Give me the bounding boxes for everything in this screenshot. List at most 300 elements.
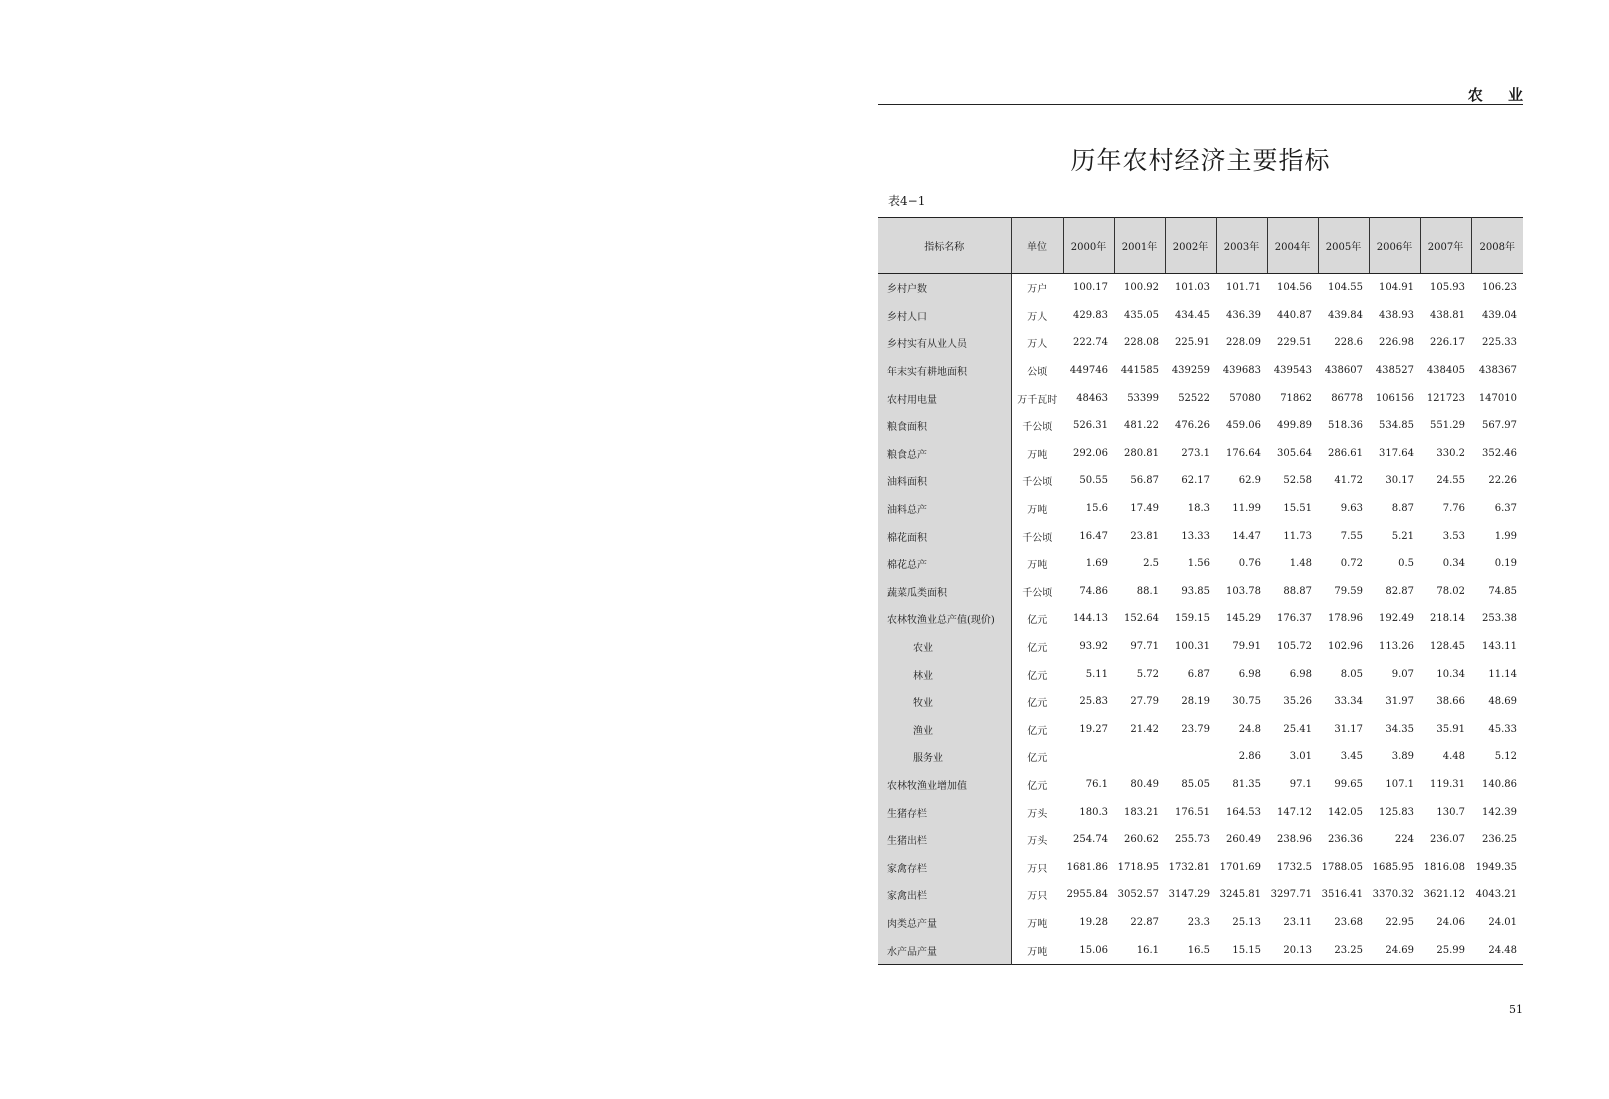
row-value: 518.36: [1328, 420, 1363, 432]
row-value: 1788.05: [1321, 861, 1363, 873]
row-value: 25.99: [1436, 944, 1465, 956]
row-value: 438.81: [1430, 309, 1465, 321]
row-value: 104.56: [1277, 282, 1312, 294]
header-year: 2005年: [1318, 218, 1369, 274]
row-value: 16.5: [1187, 944, 1210, 956]
header-year: 2007年: [1420, 218, 1471, 274]
row-value: 439683: [1222, 365, 1261, 377]
row-unit: 千公顷: [1022, 422, 1053, 434]
row-value: 31.97: [1385, 696, 1414, 708]
row-value: 13.33: [1181, 530, 1210, 542]
row-value: 429.83: [1073, 309, 1108, 321]
row-value: 41.72: [1334, 475, 1363, 487]
row-value: 1.48: [1289, 558, 1312, 570]
row-value: 3.01: [1289, 751, 1312, 763]
row-value: 1949.35: [1475, 861, 1517, 873]
row-value: 0.72: [1340, 558, 1363, 570]
row-value: 439543: [1273, 365, 1312, 377]
row-value: 6.37: [1494, 503, 1517, 515]
row-value: 7.76: [1442, 503, 1465, 515]
row-value: 280.81: [1124, 447, 1159, 459]
row-unit: 万只: [1027, 891, 1048, 903]
row-indicator-name: 家禽存栏: [878, 853, 1011, 881]
row-value: 88.87: [1283, 585, 1312, 597]
table-row: [878, 743, 1523, 771]
row-value: 236.36: [1328, 834, 1363, 846]
row-value: 144.13: [1073, 613, 1108, 625]
row-value: 180.3: [1079, 806, 1108, 818]
header-year: 2002年: [1165, 218, 1216, 274]
row-value: 33.34: [1334, 696, 1363, 708]
row-value: 3.45: [1340, 751, 1363, 763]
row-indicator-name: 棉花面积: [878, 522, 1011, 550]
row-value: 23.68: [1334, 916, 1363, 928]
row-value: 273.1: [1181, 447, 1210, 459]
row-value: 28.19: [1181, 696, 1210, 708]
row-value: 438607: [1324, 365, 1363, 377]
row-value: 183.21: [1124, 806, 1159, 818]
row-value: 1685.95: [1372, 861, 1414, 873]
row-value: 101.71: [1226, 282, 1261, 294]
row-indicator-name: 水产品产量: [878, 936, 1011, 964]
row-value: 439.84: [1328, 309, 1363, 321]
row-value: 236.07: [1430, 834, 1465, 846]
table-row: [878, 384, 1523, 412]
row-value: 330.2: [1436, 447, 1465, 459]
row-value: 35.26: [1283, 696, 1312, 708]
table-row: [878, 329, 1523, 357]
row-value: 229.51: [1277, 337, 1312, 349]
table-row: [878, 440, 1523, 468]
row-value: 79.59: [1334, 585, 1363, 597]
header-year: 2006年: [1369, 218, 1420, 274]
row-value: 439.04: [1482, 309, 1517, 321]
table-row: [878, 357, 1523, 385]
row-value: 7.55: [1340, 530, 1363, 542]
row-value: 14.47: [1232, 530, 1261, 542]
table-row: [878, 909, 1523, 937]
row-value: 434.45: [1175, 309, 1210, 321]
row-value: 439259: [1171, 365, 1210, 377]
row-value: 76.1: [1085, 778, 1108, 790]
header-year: 2000年: [1063, 218, 1114, 274]
row-value: 5.12: [1494, 751, 1517, 763]
row-indicator-name: 乡村实有从业人员: [878, 329, 1011, 357]
table-row: [878, 467, 1523, 495]
row-value: 9.63: [1340, 503, 1363, 515]
row-value: 15.51: [1283, 503, 1312, 515]
row-value: 5.11: [1085, 668, 1108, 680]
header-unit: 单位: [1011, 218, 1063, 274]
row-value: 176.51: [1175, 806, 1210, 818]
row-value: 260.49: [1226, 834, 1261, 846]
header-year: 2003年: [1216, 218, 1267, 274]
row-value: 82.87: [1385, 585, 1414, 597]
row-value: 2.86: [1238, 751, 1261, 763]
row-value: 86778: [1331, 392, 1363, 404]
row-value: 38.66: [1436, 696, 1465, 708]
row-value: 3370.32: [1372, 889, 1414, 901]
table-number: 表4−1: [888, 194, 926, 208]
row-value: 0.34: [1442, 558, 1465, 570]
row-indicator-name: 渔业: [878, 716, 1011, 744]
row-value: 25.13: [1232, 916, 1261, 928]
row-indicator-name: 粮食面积: [878, 412, 1011, 440]
row-value: 147.12: [1277, 806, 1312, 818]
row-indicator-name: 油料总产: [878, 495, 1011, 523]
row-value: 438.93: [1379, 309, 1414, 321]
row-value: 16.1: [1136, 944, 1159, 956]
header-rule: [878, 104, 1523, 105]
row-value: 152.64: [1124, 613, 1159, 625]
row-value: 125.83: [1379, 806, 1414, 818]
row-unit: 万吨: [1027, 560, 1048, 572]
row-value: 11.73: [1283, 530, 1312, 542]
table-row: [878, 881, 1523, 909]
row-value: 104.91: [1379, 282, 1414, 294]
table-header-row: [878, 218, 1523, 274]
row-value: 0.76: [1238, 558, 1261, 570]
row-value: 0.19: [1494, 558, 1517, 570]
row-value: 292.06: [1073, 447, 1108, 459]
statistics-table: [878, 217, 1523, 965]
row-value: 143.11: [1482, 641, 1517, 653]
row-value: 23.11: [1283, 916, 1312, 928]
row-indicator-name: 粮食总产: [878, 440, 1011, 468]
row-value: 438405: [1426, 365, 1465, 377]
row-value: 17.49: [1130, 503, 1159, 515]
row-value: 79.91: [1232, 641, 1261, 653]
row-value: 30.17: [1385, 475, 1414, 487]
row-unit: 万户: [1027, 284, 1048, 296]
row-value: 35.91: [1436, 723, 1465, 735]
row-value: 176.64: [1226, 447, 1261, 459]
row-value: 3052.57: [1117, 889, 1159, 901]
row-value: 551.29: [1430, 420, 1465, 432]
row-value: 449746: [1069, 365, 1108, 377]
row-value: 48.69: [1488, 696, 1517, 708]
row-value: 22.95: [1385, 916, 1414, 928]
row-value: 225.33: [1482, 337, 1517, 349]
row-value: 81.35: [1232, 778, 1261, 790]
row-value: 100.92: [1124, 282, 1159, 294]
row-value: 3297.71: [1270, 889, 1312, 901]
table-row: [878, 274, 1523, 302]
row-value: 50.55: [1079, 475, 1108, 487]
right-page: [878, 0, 1533, 1099]
row-value: 15.15: [1232, 944, 1261, 956]
row-unit: 亿元: [1027, 670, 1048, 682]
row-value: 100.17: [1073, 282, 1108, 294]
row-indicator-name: 林业: [878, 660, 1011, 688]
row-value: 147010: [1478, 392, 1517, 404]
row-unit: 亿元: [1027, 615, 1048, 627]
row-value: 3245.81: [1219, 889, 1261, 901]
row-value: 23.79: [1181, 723, 1210, 735]
row-value: 9.07: [1391, 668, 1414, 680]
header-year: 2008年: [1471, 218, 1523, 274]
row-value: 56.87: [1130, 475, 1159, 487]
row-value: 4.48: [1442, 751, 1465, 763]
row-value: 52.58: [1283, 475, 1312, 487]
row-value: 24.48: [1488, 944, 1517, 956]
row-value: 11.99: [1232, 503, 1261, 515]
row-value: 1701.69: [1219, 861, 1261, 873]
row-unit: 万吨: [1027, 918, 1048, 930]
row-value: 119.31: [1430, 778, 1465, 790]
row-indicator-name: 肉类总产量: [878, 909, 1011, 937]
table-row: [878, 522, 1523, 550]
row-value: [1114, 743, 1165, 771]
row-value: 19.27: [1079, 723, 1108, 735]
row-unit: 万头: [1027, 808, 1048, 820]
header-year: 2004年: [1267, 218, 1318, 274]
row-value: 93.85: [1181, 585, 1210, 597]
row-indicator-name: 生猪存栏: [878, 798, 1011, 826]
table-row: [878, 495, 1523, 523]
row-value: 99.65: [1334, 778, 1363, 790]
row-value: 105.72: [1277, 641, 1312, 653]
row-value: 21.42: [1130, 723, 1159, 735]
row-value: 18.3: [1187, 503, 1210, 515]
row-value: 24.55: [1436, 475, 1465, 487]
row-value: 52522: [1178, 392, 1210, 404]
row-value: 30.75: [1232, 696, 1261, 708]
table-row: [878, 798, 1523, 826]
table-row: [878, 302, 1523, 330]
row-indicator-name: 年末实有耕地面积: [878, 357, 1011, 385]
row-value: 317.64: [1379, 447, 1414, 459]
row-value: 10.34: [1436, 668, 1465, 680]
row-value: 226.17: [1430, 337, 1465, 349]
row-value: 78.02: [1436, 585, 1465, 597]
row-value: 3147.29: [1168, 889, 1210, 901]
row-value: 228.09: [1226, 337, 1261, 349]
table-row: [878, 633, 1523, 661]
row-value: 93.92: [1079, 641, 1108, 653]
row-unit: 亿元: [1027, 725, 1048, 737]
row-value: 107.1: [1385, 778, 1414, 790]
row-value: 22.26: [1488, 475, 1517, 487]
row-value: 438527: [1375, 365, 1414, 377]
row-value: 23.3: [1187, 916, 1210, 928]
row-value: 5.21: [1391, 530, 1414, 542]
table-row: [878, 578, 1523, 606]
row-value: 5.72: [1136, 668, 1159, 680]
row-value: 106156: [1375, 392, 1414, 404]
row-value: 3.89: [1391, 751, 1414, 763]
row-value: 34.35: [1385, 723, 1414, 735]
row-indicator-name: 农林牧渔业增加值: [878, 771, 1011, 799]
row-value: 104.55: [1328, 282, 1363, 294]
row-value: 53399: [1127, 392, 1159, 404]
row-value: 97.1: [1289, 778, 1312, 790]
row-value: 113.26: [1379, 641, 1414, 653]
row-value: 6.87: [1187, 668, 1210, 680]
row-value: 3.53: [1442, 530, 1465, 542]
row-value: 15.06: [1079, 944, 1108, 956]
row-value: 218.14: [1430, 613, 1465, 625]
row-value: 255.73: [1175, 834, 1210, 846]
row-value: 88.1: [1136, 585, 1159, 597]
row-unit: 万只: [1027, 863, 1048, 875]
row-indicator-name: 农业: [878, 633, 1011, 661]
row-unit: 万千瓦时: [1017, 394, 1058, 406]
row-value: 567.97: [1482, 420, 1517, 432]
header-indicator-name: 指标名称: [878, 218, 1011, 274]
row-unit: 万人: [1027, 339, 1048, 351]
row-value: 80.49: [1130, 778, 1159, 790]
row-unit: 万头: [1027, 836, 1048, 848]
row-value: 253.38: [1482, 613, 1517, 625]
row-value: 130.7: [1436, 806, 1465, 818]
row-indicator-name: 牧业: [878, 688, 1011, 716]
table-row: [878, 853, 1523, 881]
table-row: [878, 716, 1523, 744]
row-value: 57080: [1229, 392, 1261, 404]
row-value: 20.13: [1283, 944, 1312, 956]
row-value: 178.96: [1328, 613, 1363, 625]
row-value: 71862: [1280, 392, 1312, 404]
row-value: 534.85: [1379, 420, 1414, 432]
row-value: 100.31: [1175, 641, 1210, 653]
table-row: [878, 412, 1523, 440]
row-unit: 千公顷: [1022, 477, 1053, 489]
row-value: 74.86: [1079, 585, 1108, 597]
row-unit: 万吨: [1027, 505, 1048, 517]
row-value: 224: [1394, 834, 1414, 846]
row-value: 101.03: [1175, 282, 1210, 294]
row-value: 3621.12: [1423, 889, 1465, 901]
row-indicator-name: 农林牧渔业总产值(现价): [878, 605, 1011, 633]
row-value: 481.22: [1124, 420, 1159, 432]
row-value: 24.01: [1488, 916, 1517, 928]
row-value: 436.39: [1226, 309, 1261, 321]
row-unit: 亿元: [1027, 780, 1048, 792]
table-row: [878, 688, 1523, 716]
row-value: 102.96: [1328, 641, 1363, 653]
row-indicator-name: 服务业: [878, 743, 1011, 771]
row-value: 222.74: [1073, 337, 1108, 349]
row-value: 24.8: [1238, 723, 1261, 735]
row-value: 27.79: [1130, 696, 1159, 708]
row-value: [1063, 743, 1114, 771]
row-value: 1732.81: [1168, 861, 1210, 873]
row-value: 236.25: [1482, 834, 1517, 846]
row-unit: 亿元: [1027, 698, 1048, 710]
table-body: [878, 274, 1523, 965]
row-value: [1165, 743, 1216, 771]
row-value: 16.47: [1079, 530, 1108, 542]
row-indicator-name: 油料面积: [878, 467, 1011, 495]
row-value: 526.31: [1073, 420, 1108, 432]
row-value: 476.26: [1175, 420, 1210, 432]
table-row: [878, 605, 1523, 633]
row-value: 74.85: [1488, 585, 1517, 597]
row-unit: 万吨: [1027, 449, 1048, 461]
row-value: 48463: [1076, 392, 1108, 404]
row-indicator-name: 蔬菜瓜类面积: [878, 578, 1011, 606]
row-value: 228.08: [1124, 337, 1159, 349]
row-unit: 万吨: [1027, 946, 1048, 958]
row-value: 164.53: [1226, 806, 1261, 818]
row-value: 97.71: [1130, 641, 1159, 653]
row-value: 25.83: [1079, 696, 1108, 708]
row-value: 25.41: [1283, 723, 1312, 735]
row-value: 1732.5: [1277, 861, 1312, 873]
row-value: 140.86: [1482, 778, 1517, 790]
row-value: 459.06: [1226, 420, 1261, 432]
row-value: 1681.86: [1066, 861, 1108, 873]
table-title: 历年农村经济主要指标: [1070, 146, 1331, 175]
table-row: [878, 660, 1523, 688]
row-value: 1816.08: [1423, 861, 1465, 873]
row-value: 6.98: [1238, 668, 1261, 680]
row-value: 260.62: [1124, 834, 1159, 846]
row-value: 286.61: [1328, 447, 1363, 459]
row-value: 254.74: [1073, 834, 1108, 846]
row-value: 441585: [1120, 365, 1159, 377]
table-row: [878, 550, 1523, 578]
row-value: 176.37: [1277, 613, 1312, 625]
row-value: 106.23: [1482, 282, 1517, 294]
section-header: 农 业: [1467, 86, 1533, 104]
page-number: 51: [1509, 1003, 1523, 1016]
row-value: 228.6: [1334, 337, 1363, 349]
row-value: 352.46: [1482, 447, 1517, 459]
row-value: 24.69: [1385, 944, 1414, 956]
row-value: 499.89: [1277, 420, 1312, 432]
row-value: 2.5: [1143, 558, 1159, 570]
row-value: 435.05: [1124, 309, 1159, 321]
row-value: 11.14: [1488, 668, 1517, 680]
row-value: 305.64: [1277, 447, 1312, 459]
table-row: [878, 771, 1523, 799]
row-value: 1.69: [1085, 558, 1108, 570]
row-value: 1.56: [1187, 558, 1210, 570]
row-value: 62.17: [1181, 475, 1210, 487]
table-row: [878, 826, 1523, 854]
row-unit: 亿元: [1027, 753, 1048, 765]
row-value: 1718.95: [1117, 861, 1159, 873]
row-value: 45.33: [1488, 723, 1517, 735]
row-unit: 公顷: [1027, 367, 1048, 379]
row-value: 192.49: [1379, 613, 1414, 625]
row-unit: 千公顷: [1022, 532, 1053, 544]
row-unit: 千公顷: [1022, 587, 1053, 599]
row-value: 24.06: [1436, 916, 1465, 928]
row-value: 159.15: [1175, 613, 1210, 625]
row-indicator-name: 家禽出栏: [878, 881, 1011, 909]
row-indicator-name: 棉花总产: [878, 550, 1011, 578]
row-value: 19.28: [1079, 916, 1108, 928]
row-value: 105.93: [1430, 282, 1465, 294]
row-value: 3516.41: [1321, 889, 1363, 901]
row-indicator-name: 乡村人口: [878, 302, 1011, 330]
row-value: 225.91: [1175, 337, 1210, 349]
row-value: 8.05: [1340, 668, 1363, 680]
row-value: 226.98: [1379, 337, 1414, 349]
row-value: 142.05: [1328, 806, 1363, 818]
row-value: 1.99: [1494, 530, 1517, 542]
row-value: 440.87: [1277, 309, 1312, 321]
table-row: [878, 936, 1523, 964]
row-unit: 亿元: [1027, 643, 1048, 655]
row-value: 6.98: [1289, 668, 1312, 680]
row-value: 23.81: [1130, 530, 1159, 542]
row-value: 2955.84: [1066, 889, 1108, 901]
row-value: 85.05: [1181, 778, 1210, 790]
